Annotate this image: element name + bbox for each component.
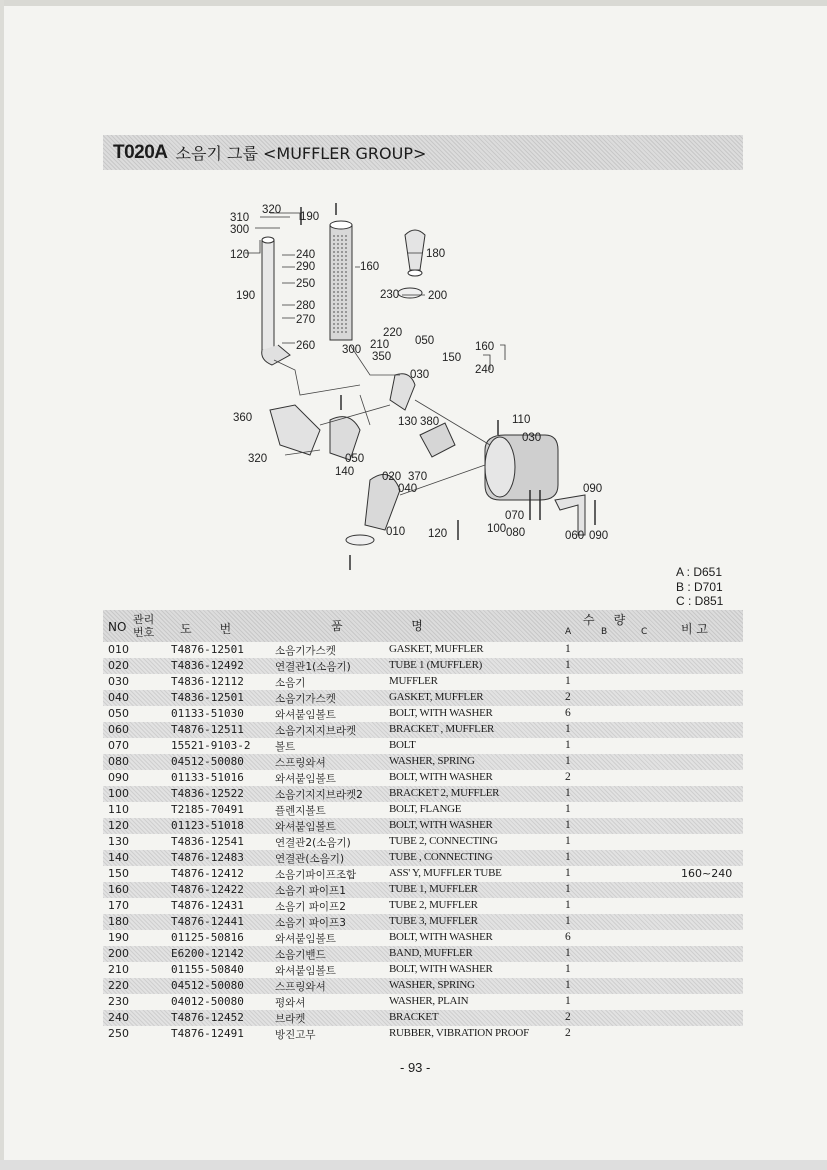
svg-text:180: 180 — [426, 248, 446, 260]
cell-part-number: 15521-9103-2 — [171, 739, 251, 752]
svg-text:060: 060 — [565, 530, 585, 542]
cell-name-english: TUBE 2, MUFFLER — [389, 899, 478, 911]
svg-text:020: 020 — [382, 471, 402, 483]
cell-qty-a: 2 — [565, 691, 571, 703]
col-no: NO — [108, 620, 127, 634]
cell-name-english: TUBE 2, CONNECTING — [389, 835, 498, 847]
svg-text:030: 030 — [522, 432, 542, 444]
col-mgmt — [133, 613, 154, 639]
svg-text:200: 200 — [428, 290, 448, 302]
svg-text:360: 360 — [233, 412, 253, 424]
cell-name-english: BRACKET , MUFFLER — [389, 723, 495, 735]
cell-no: 230 — [108, 995, 129, 1008]
cell-name-korean: 스프링와셔 — [275, 981, 326, 993]
cell-name-korean: 플렌지볼트 — [275, 805, 326, 817]
cell-part-number: 01133-51016 — [171, 771, 244, 784]
cell-name-korean: 소음기 — [275, 677, 306, 689]
page-number: - 93 - — [400, 1060, 431, 1075]
cell-name-korean: 브라켓 — [275, 1013, 306, 1025]
cell-part-number: T4836-12112 — [171, 675, 244, 688]
col-name: 품 명 — [331, 619, 423, 633]
cell-name-korean: 볼트 — [275, 741, 296, 753]
table-row — [103, 690, 743, 706]
cell-part-number: T4836-12522 — [171, 787, 244, 800]
svg-text:090: 090 — [583, 483, 603, 495]
parts-table-body — [103, 642, 743, 1042]
svg-text:150: 150 — [442, 352, 462, 364]
model-a: A : D651 — [676, 565, 723, 579]
cell-name-korean: 소음기지지브라켓 — [275, 725, 357, 737]
cell-qty-a: 1 — [565, 803, 571, 815]
table-row — [103, 914, 743, 930]
cell-no: 170 — [108, 899, 129, 912]
table-row — [103, 722, 743, 738]
cell-name-korean: 소음기밴드 — [275, 949, 326, 961]
cell-name-english: WASHER, PLAIN — [389, 995, 469, 1007]
svg-text:310: 310 — [230, 212, 250, 224]
cell-part-number: T4836-12501 — [171, 691, 244, 704]
cell-part-number: T4876-12422 — [171, 883, 244, 896]
cell-no: 020 — [108, 659, 129, 672]
cell-part-number: 04512-50080 — [171, 979, 244, 992]
svg-text:050: 050 — [415, 335, 435, 347]
cell-qty-a: 2 — [565, 1011, 571, 1023]
cell-no: 180 — [108, 915, 129, 928]
cell-name-english: RUBBER, VIBRATION PROOF — [389, 1027, 529, 1039]
model-c: C : D851 — [676, 594, 724, 608]
cell-part-number: T4876-12511 — [171, 723, 244, 736]
svg-text:010: 010 — [386, 526, 406, 538]
cell-qty-a: 1 — [565, 963, 571, 975]
cell-name-english: BOLT, WITH WASHER — [389, 963, 493, 975]
svg-text:240: 240 — [475, 364, 495, 376]
cell-no: 050 — [108, 707, 129, 720]
cell-name-english: BOLT, WITH WASHER — [389, 707, 493, 719]
cell-qty-a: 1 — [565, 995, 571, 1007]
col-mgmt-bottom: 번호 — [133, 626, 155, 639]
svg-text:320: 320 — [262, 204, 282, 216]
table-row — [103, 786, 743, 802]
table-row — [103, 802, 743, 818]
svg-text:270: 270 — [296, 314, 316, 326]
svg-text:300: 300 — [230, 224, 250, 236]
cell-part-number: 01123-51018 — [171, 819, 244, 832]
cell-part-number: 01125-50816 — [171, 931, 244, 944]
cell-part-number: T2185-70491 — [171, 803, 244, 816]
table-row — [103, 770, 743, 786]
table-row — [103, 946, 743, 962]
cell-part-number: T4876-12483 — [171, 851, 244, 864]
cell-name-korean: 연결관1(소음기) — [275, 661, 351, 673]
cell-qty-a: 1 — [565, 643, 571, 655]
cell-qty-a: 2 — [565, 1027, 571, 1039]
svg-text:320: 320 — [248, 453, 268, 465]
model-b: B : D701 — [676, 579, 723, 594]
table-row — [103, 866, 743, 882]
cell-no: 110 — [108, 803, 129, 816]
svg-text:260: 260 — [296, 340, 316, 352]
col-qty-b: B — [601, 627, 608, 637]
table-row — [103, 818, 743, 834]
cell-name-korean: 와셔붙임볼트 — [275, 773, 336, 785]
cell-part-number: T4876-12441 — [171, 915, 244, 928]
svg-text:070: 070 — [505, 510, 525, 522]
cell-name-korean: 소음기 파이프3 — [275, 917, 346, 929]
cell-name-korean: 소음기 파이프1 — [275, 885, 346, 897]
cell-name-english: TUBE 1 (MUFFLER) — [389, 659, 482, 671]
cell-no: 030 — [108, 675, 129, 688]
cell-part-number: E6200-12142 — [171, 947, 244, 960]
scan-edge-bottom — [0, 1160, 827, 1170]
svg-text:100: 100 — [487, 523, 507, 535]
svg-text:300: 300 — [342, 344, 362, 356]
svg-text:250: 250 — [296, 278, 316, 290]
scan-edge-left — [0, 0, 4, 1170]
cell-part-number: T4876-12452 — [171, 1011, 244, 1024]
table-row — [103, 1010, 743, 1026]
cell-remark: 160~240 — [681, 867, 733, 880]
cell-no: 210 — [108, 963, 129, 976]
svg-text:240: 240 — [296, 249, 316, 261]
table-row — [103, 706, 743, 722]
table-row — [103, 738, 743, 754]
cell-part-number: T4876-12491 — [171, 1027, 244, 1040]
svg-text:090: 090 — [589, 530, 609, 542]
cell-name-korean: 와셔붙임볼트 — [275, 821, 336, 833]
table-row — [103, 658, 743, 674]
cell-part-number: 04012-50080 — [171, 995, 244, 1008]
table-row — [103, 674, 743, 690]
svg-text:050: 050 — [345, 453, 365, 465]
svg-text:040: 040 — [398, 483, 418, 495]
cell-name-english: MUFFLER — [389, 675, 438, 687]
table-row — [103, 930, 743, 946]
cell-no: 120 — [108, 819, 129, 832]
cell-qty-a: 1 — [565, 819, 571, 831]
cell-no: 080 — [108, 755, 129, 768]
cell-part-number: T4876-12412 — [171, 867, 244, 880]
svg-text:110: 110 — [512, 414, 531, 426]
cell-name-korean: 스프링와셔 — [275, 757, 326, 769]
col-qty: 수 량 — [583, 613, 626, 627]
cell-name-korean: 와셔붙임볼트 — [275, 933, 336, 945]
svg-text:130: 130 — [398, 416, 418, 428]
cell-qty-a: 1 — [565, 659, 571, 671]
cell-no: 040 — [108, 691, 129, 704]
cell-no: 100 — [108, 787, 129, 800]
cell-name-english: GASKET, MUFFLER — [389, 691, 484, 703]
cell-name-english: TUBE 1, MUFFLER — [389, 883, 478, 895]
table-row — [103, 994, 743, 1010]
table-row — [103, 642, 743, 658]
cell-part-number: T4836-12541 — [171, 835, 244, 848]
cell-qty-a: 1 — [565, 867, 571, 879]
cell-name-korean: 소음기파이프조합 — [275, 869, 357, 881]
parts-table-header — [103, 610, 743, 642]
svg-text:380: 380 — [420, 416, 440, 428]
section-code: T020A — [113, 141, 168, 163]
svg-text:140: 140 — [335, 466, 355, 478]
col-drawing: 도번 — [180, 622, 260, 636]
cell-part-number: T4876-12431 — [171, 899, 244, 912]
table-row — [103, 850, 743, 866]
cell-qty-a: 1 — [565, 947, 571, 959]
col-qty-a: A — [565, 627, 572, 637]
cell-qty-a: 1 — [565, 675, 571, 687]
cell-no: 220 — [108, 979, 129, 992]
cell-qty-a: 1 — [565, 723, 571, 735]
table-row — [103, 754, 743, 770]
svg-text:030: 030 — [410, 369, 430, 381]
model-legend — [676, 565, 746, 609]
cell-qty-a: 1 — [565, 883, 571, 895]
svg-text:370: 370 — [408, 471, 428, 483]
cell-no: 060 — [108, 723, 129, 736]
cell-name-korean: 연결관(소음기) — [275, 853, 345, 865]
cell-name-korean: 와셔붙임볼트 — [275, 965, 336, 977]
cell-name-english: ASS' Y, MUFFLER TUBE — [389, 867, 502, 879]
cell-qty-a: 1 — [565, 755, 571, 767]
col-mgmt-top: 관리 — [133, 613, 155, 626]
svg-text:190: 190 — [236, 290, 256, 302]
table-row — [103, 882, 743, 898]
cell-qty-a: 6 — [565, 707, 571, 719]
cell-name-korean: 평와셔 — [275, 997, 306, 1009]
cell-no: 160 — [108, 883, 129, 896]
cell-name-english: BOLT, WITH WASHER — [389, 819, 493, 831]
col-remark: 비 고 — [681, 622, 708, 636]
col-qty-c: C — [641, 627, 648, 637]
cell-no: 190 — [108, 931, 129, 944]
cell-name-english: BAND, MUFFLER — [389, 947, 473, 959]
cell-no: 240 — [108, 1011, 129, 1024]
svg-text:190: 190 — [300, 211, 320, 223]
table-row — [103, 962, 743, 978]
cell-part-number: 01155-50840 — [171, 963, 244, 976]
svg-text:120: 120 — [428, 528, 448, 540]
table-row — [103, 834, 743, 850]
table-row — [103, 978, 743, 994]
cell-qty-a: 1 — [565, 739, 571, 751]
cell-name-english: GASKET, MUFFLER — [389, 643, 484, 655]
cell-qty-a: 1 — [565, 787, 571, 799]
cell-part-number: T4876-12501 — [171, 643, 244, 656]
cell-name-english: WASHER, SPRING — [389, 755, 475, 767]
cell-part-number: 01133-51030 — [171, 707, 244, 720]
cell-name-korean: 방진고무 — [275, 1029, 316, 1041]
cell-name-korean: 소음기지지브라켓2 — [275, 789, 363, 801]
cell-qty-a: 1 — [565, 915, 571, 927]
cell-name-english: BOLT, WITH WASHER — [389, 771, 493, 783]
cell-name-korean: 소음기가스켓 — [275, 693, 336, 705]
cell-name-english: BRACKET — [389, 1011, 439, 1023]
cell-name-english: BOLT, WITH WASHER — [389, 931, 493, 943]
svg-text:220: 220 — [383, 327, 403, 339]
cell-name-korean: 소음기가스켓 — [275, 645, 336, 657]
cell-name-english: BOLT, FLANGE — [389, 803, 462, 815]
svg-text:160: 160 — [360, 261, 380, 273]
table-row — [103, 1026, 743, 1042]
cell-name-english: TUBE , CONNECTING — [389, 851, 493, 863]
svg-text:350: 350 — [372, 351, 392, 363]
cell-no: 130 — [108, 835, 129, 848]
cell-name-english: TUBE 3, MUFFLER — [389, 915, 478, 927]
svg-text:080: 080 — [506, 527, 526, 539]
svg-text:280: 280 — [296, 300, 316, 312]
exploded-parts-diagram — [200, 195, 640, 585]
cell-part-number: T4836-12492 — [171, 659, 244, 672]
svg-text:290: 290 — [296, 261, 316, 273]
cell-name-korean: 와셔붙임볼트 — [275, 709, 336, 721]
cell-qty-a: 1 — [565, 899, 571, 911]
svg-text:230: 230 — [380, 289, 400, 301]
cell-qty-a: 1 — [565, 851, 571, 863]
cell-no: 140 — [108, 851, 129, 864]
scan-edge-top — [0, 0, 827, 6]
svg-text:210: 210 — [370, 339, 390, 351]
svg-text:120: 120 — [230, 249, 250, 261]
cell-qty-a: 1 — [565, 979, 571, 991]
section-title: 소음기 그룹 <MUFFLER GROUP> — [175, 144, 427, 163]
cell-part-number: 04512-50080 — [171, 755, 244, 768]
table-row — [103, 898, 743, 914]
cell-name-korean: 소음기 파이프2 — [275, 901, 346, 913]
cell-qty-a: 1 — [565, 835, 571, 847]
cell-no: 070 — [108, 739, 129, 752]
cell-name-english: BRACKET 2, MUFFLER — [389, 787, 500, 799]
cell-name-english: WASHER, SPRING — [389, 979, 475, 991]
cell-qty-a: 6 — [565, 931, 571, 943]
cell-name-english: BOLT — [389, 739, 416, 751]
cell-no: 150 — [108, 867, 129, 880]
cell-name-korean: 연결관2(소음기) — [275, 837, 351, 849]
cell-no: 090 — [108, 771, 129, 784]
svg-text:160: 160 — [475, 341, 495, 353]
cell-no: 250 — [108, 1027, 129, 1040]
section-header — [103, 135, 743, 170]
cell-no: 200 — [108, 947, 129, 960]
cell-no: 010 — [108, 643, 129, 656]
cell-qty-a: 2 — [565, 771, 571, 783]
